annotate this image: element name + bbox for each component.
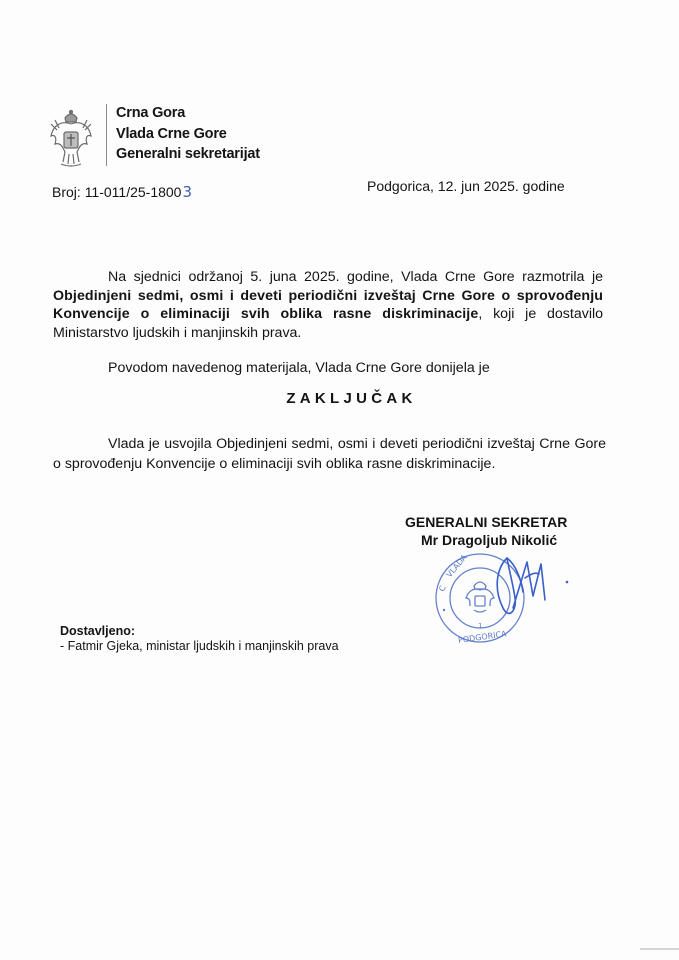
report-title: Objedinjeni sedmi, osmi i deveti periodični izveštaj Crne Gore o sprovođenju Konvencije o eliminaciji svih oblika rasne diskriminacije	[53, 287, 603, 322]
svg-text:PODGORICA: PODGORICA	[457, 629, 508, 646]
country-name: Crna Gora	[116, 105, 186, 121]
scan-artifact	[640, 948, 679, 950]
conclusion-body: Vlada je usvojila Objedinjeni sedmi, osmi i deveti periodični izveštaj Crne Gore o sprovođenju Konvencije o eliminaciji svih oblika rasne diskriminacije.	[53, 436, 606, 472]
office-name: Generalni sekretarijat	[116, 146, 260, 162]
letterhead-text	[116, 103, 260, 165]
paragraph-session	[53, 268, 603, 342]
svg-text:C: C	[437, 584, 448, 593]
conclusion-text	[53, 434, 606, 474]
paragraph-decision-intro: Povodom navedenog materijala, Vlada Crne Gore donijela je	[108, 360, 490, 376]
distribution-list	[60, 624, 339, 654]
government-name: Vlada Crne Gore	[116, 125, 227, 142]
svg-text:1: 1	[478, 622, 483, 630]
signatory-name: Mr Dragoljub Nikolić	[421, 532, 558, 548]
coat-of-arms-icon	[47, 108, 95, 168]
handwritten-signature-icon	[495, 548, 595, 628]
conclusion-title: ZAKLJUČAK	[286, 390, 417, 407]
signatory-role: GENERALNI SEKRETAR	[405, 514, 568, 530]
distribution-label: Dostavljeno:	[60, 624, 136, 638]
svg-text:VLADA: VLADA	[444, 552, 469, 580]
place-and-date: Podgorica, 12. jun 2025. godine	[367, 178, 565, 194]
paragraph-intro: Na sjednici održanoj 5. juna 2025. godine, Vlada Crne Gore razmotrila je	[108, 269, 603, 285]
signatory-block	[405, 513, 625, 549]
letterhead-divider	[106, 104, 107, 166]
recipient-item: - Fatmir Gjeka, ministar ljudskih i manjinskih prava	[60, 639, 339, 653]
reference-label: Broj:	[52, 184, 81, 200]
handwritten-suffix: 3	[182, 183, 193, 201]
reference-value: 11-011/25-1800	[84, 184, 182, 200]
reference-number	[52, 183, 192, 201]
paragraph-outro: , koji je dostavilo Ministarstvo ljudskih i manjinskih prava.	[53, 306, 604, 341]
